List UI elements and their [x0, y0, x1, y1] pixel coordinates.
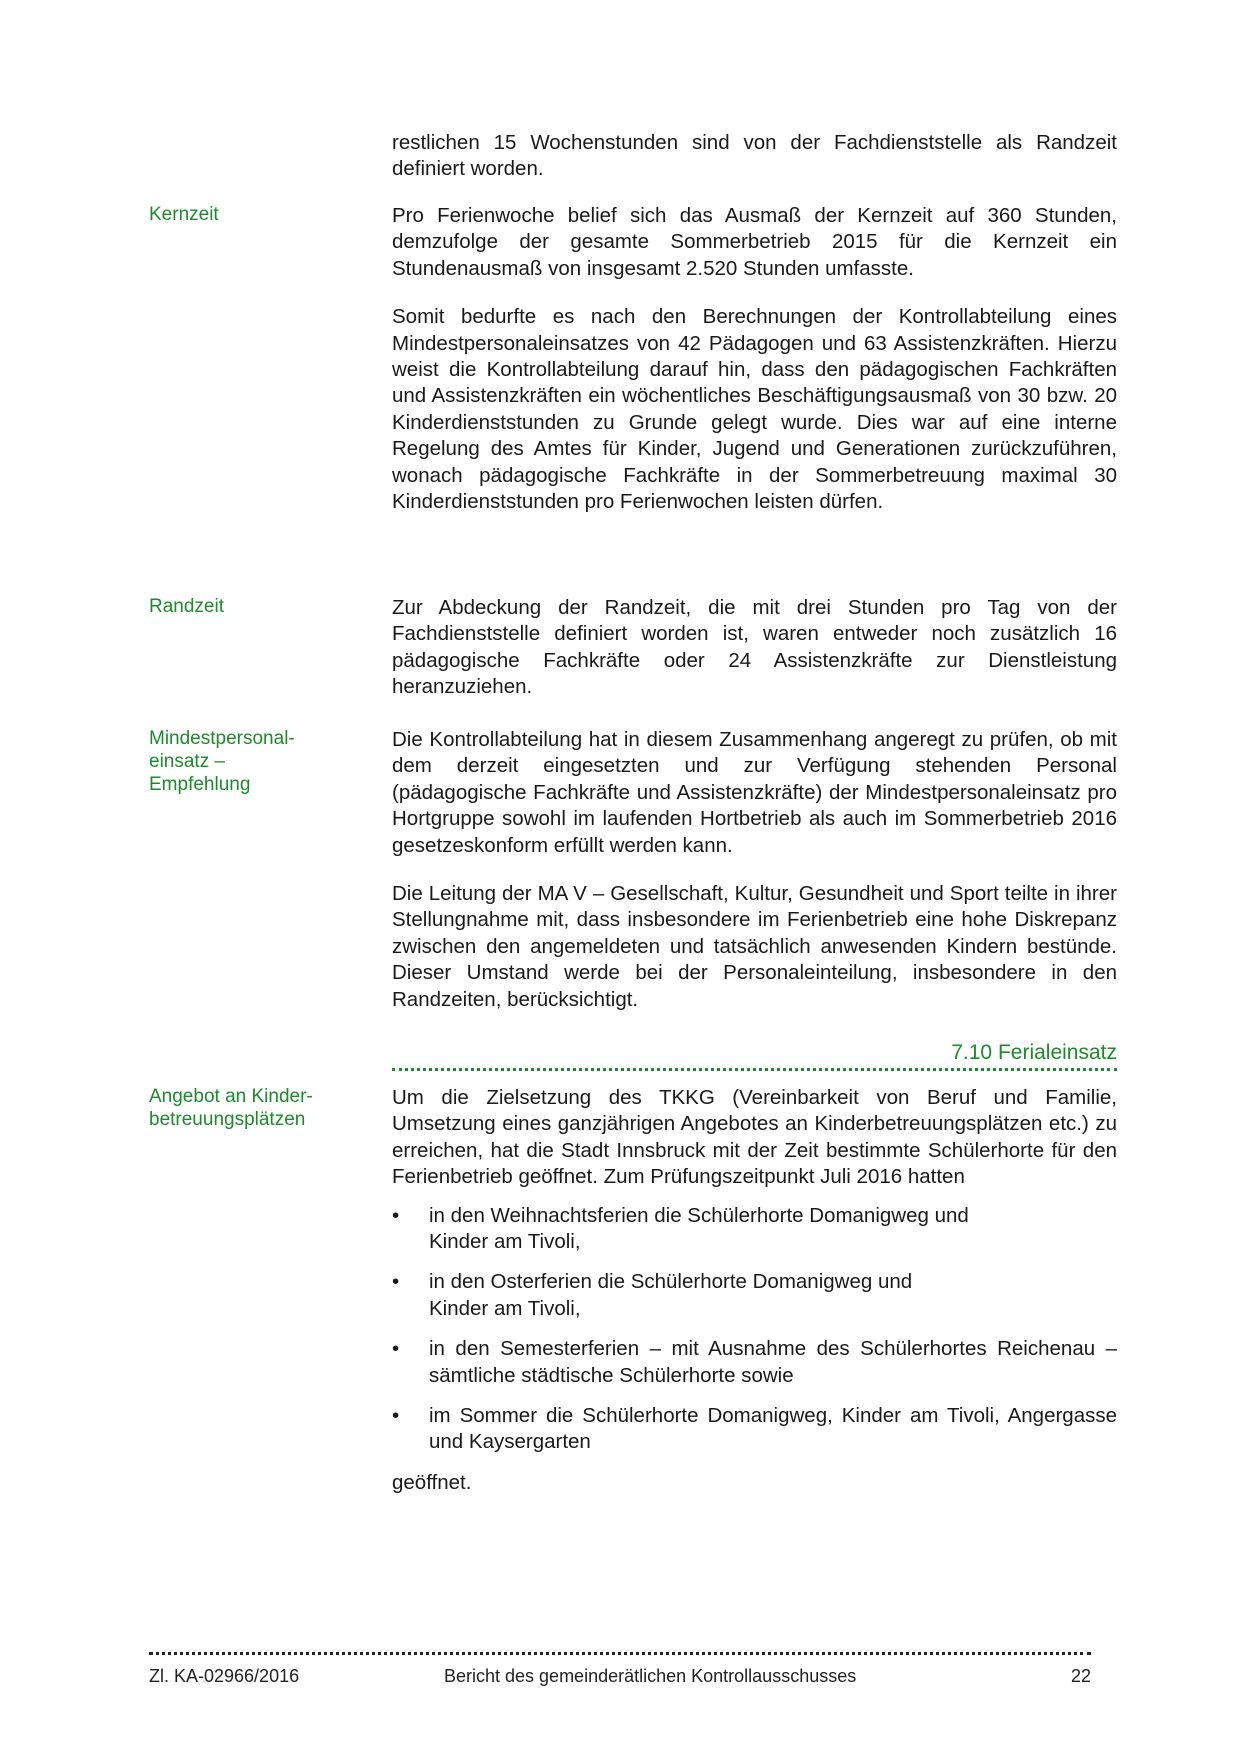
kernzeit-section — [392, 203, 1117, 515]
list-item — [392, 1403, 1117, 1456]
side-label-line: betreuungsplätzen — [149, 1109, 306, 1130]
empfehlung-paragraph-1: Die Kontrollabteilung hat in diesem Zusammenhang angeregt zu prüfen, ob mit dem derzeit eingesetzten und zur Verfügung stehenden Personal (pädagogische Fachkräfte und Assistenzkräfte) der Mindestpersonaleinsatz pro Hortgruppe sowohl im laufenden Hortbetrieb als auch im Sommerbetrieb 2016 gesetzeskonform erfüllt werden kann. — [392, 728, 1117, 857]
intro-paragraph — [392, 130, 1117, 183]
ferialeinsatz-section — [392, 1085, 1117, 1496]
bullet-icon: • — [392, 1337, 400, 1361]
list-item — [392, 1269, 1117, 1322]
hort-list — [392, 1203, 1117, 1456]
heading-divider — [392, 1068, 1117, 1071]
kernzeit-paragraph-2: Somit bedurfte es nach den Berechnungen der Kontrollabteilung eines Mindestpersonaleinsatzes von 42 Pädagogen und 63 Assistenzkräften. Hierzu weist die Kontrollabteilung darauf hin, dass den pädagogischen Fachkräften und Assistenzkräften ein wöchentliches Beschäftigungsausmaß von 30 bzw. 20 Kinderdienststunden zu Grunde gelegt wurde. Dies war auf eine interne Regelung des Amtes für Kinder, Jugend und Generationen zurückzuführen, wonach pädagogische Fachkräfte in der Sommerbetreuung maximal 30 Kinderdienststunden pro Ferienwochen leisten dürfen. — [392, 305, 1117, 514]
kernzeit-paragraph-1: Pro Ferienwoche belief sich das Ausmaß der Kernzeit auf 360 Stunden, demzufolge der gesamte Sommerbetrieb 2015 für die Kernzeit ein Stundenausmaß von insgesamt 2.520 Stunden umfasste. — [392, 204, 1117, 280]
list-item-text: Kinder am Tivoli, — [429, 1296, 581, 1320]
ferialeinsatz-intro: Um die Zielsetzung des TKKG (Vereinbarkeit von Beruf und Familie, Umsetzung eines ganzjährigen Angebotes an Kinderbetreuungsplätzen etc.) zu erreichen, hat die Stadt Innsbruck mit der Zeit bestimmte Schülerhorte für den Ferienbetrieb geöffnet. Zum Prüfungszeitpunkt Juli 2016 hatten — [392, 1086, 1117, 1189]
side-label-line: einsatz – — [149, 751, 226, 772]
section-heading: 7.10 Ferialeinsatz — [951, 1041, 1117, 1064]
side-label-line: Mindestpersonal- — [149, 728, 295, 749]
empfehlung-section — [392, 727, 1117, 1013]
side-label-line: Empfehlung — [149, 774, 251, 795]
list-item — [392, 1203, 1117, 1256]
report-title: Bericht des gemeinderätlichen Kontrollausschusses — [444, 1666, 857, 1686]
side-label-kernzeit: Kernzeit — [149, 204, 219, 225]
bullet-icon: • — [392, 1404, 400, 1428]
page-number: 22 — [1070, 1666, 1091, 1686]
intro-text: restlichen 15 Wochenstunden sind von der Fachdienststelle als Randzeit definiert worden. — [392, 131, 1117, 181]
list-item-text: in den Weihnachtsferien die Schülerhorte Domanigweg und — [429, 1203, 969, 1227]
list-item-text: Kinder am Tivoli, — [429, 1230, 581, 1254]
empfehlung-paragraph-2: Die Leitung der MA V – Gesellschaft, Kultur, Gesundheit und Sport teilte in ihrer Stellungnahme mit, dass insbesondere im Ferienbetrieb eine hohe Diskrepanz zwischen den angemeldeten und tatsächlich anwesenden Kindern bestünde. Dieser Umstand werde bei der Personaleinteilung, insbesondere in den Randzeiten, berücksichtigt. — [392, 882, 1117, 1011]
footer-divider — [149, 1652, 1091, 1655]
document-reference: Zl. KA-02966/2016 — [149, 1666, 300, 1686]
ferialeinsatz-closing: geöffnet. — [392, 1470, 472, 1494]
side-label-line: Angebot an Kinder- — [149, 1086, 313, 1107]
list-item-text: in den Semesterferien – mit Ausnahme des Schülerhortes Reichenau – sämtliche städtische Schülerhorte sowie — [429, 1337, 1117, 1387]
list-item-text: im Sommer die Schülerhorte Domanigweg, Kinder am Tivoli, Angergasse und Kaysergarten — [429, 1404, 1117, 1454]
list-item-text: in den Osterferien die Schülerhorte Domanigweg und — [429, 1270, 913, 1294]
bullet-icon: • — [392, 1203, 400, 1227]
side-label-angebot — [149, 1085, 349, 1131]
randzeit-section — [392, 595, 1117, 701]
list-item — [392, 1336, 1117, 1389]
bullet-icon: • — [392, 1270, 400, 1294]
side-label-randzeit: Randzeit — [149, 596, 224, 617]
randzeit-paragraph: Zur Abdeckung der Randzeit, die mit drei Stunden pro Tag von der Fachdienststelle definiert worden ist, waren entweder noch zusätzlich 16 pädagogische Fachkräfte oder 24 Assistenzkräfte zur Dienstleistung heranzuziehen. — [392, 596, 1117, 699]
side-label-empfehlung — [149, 727, 349, 796]
